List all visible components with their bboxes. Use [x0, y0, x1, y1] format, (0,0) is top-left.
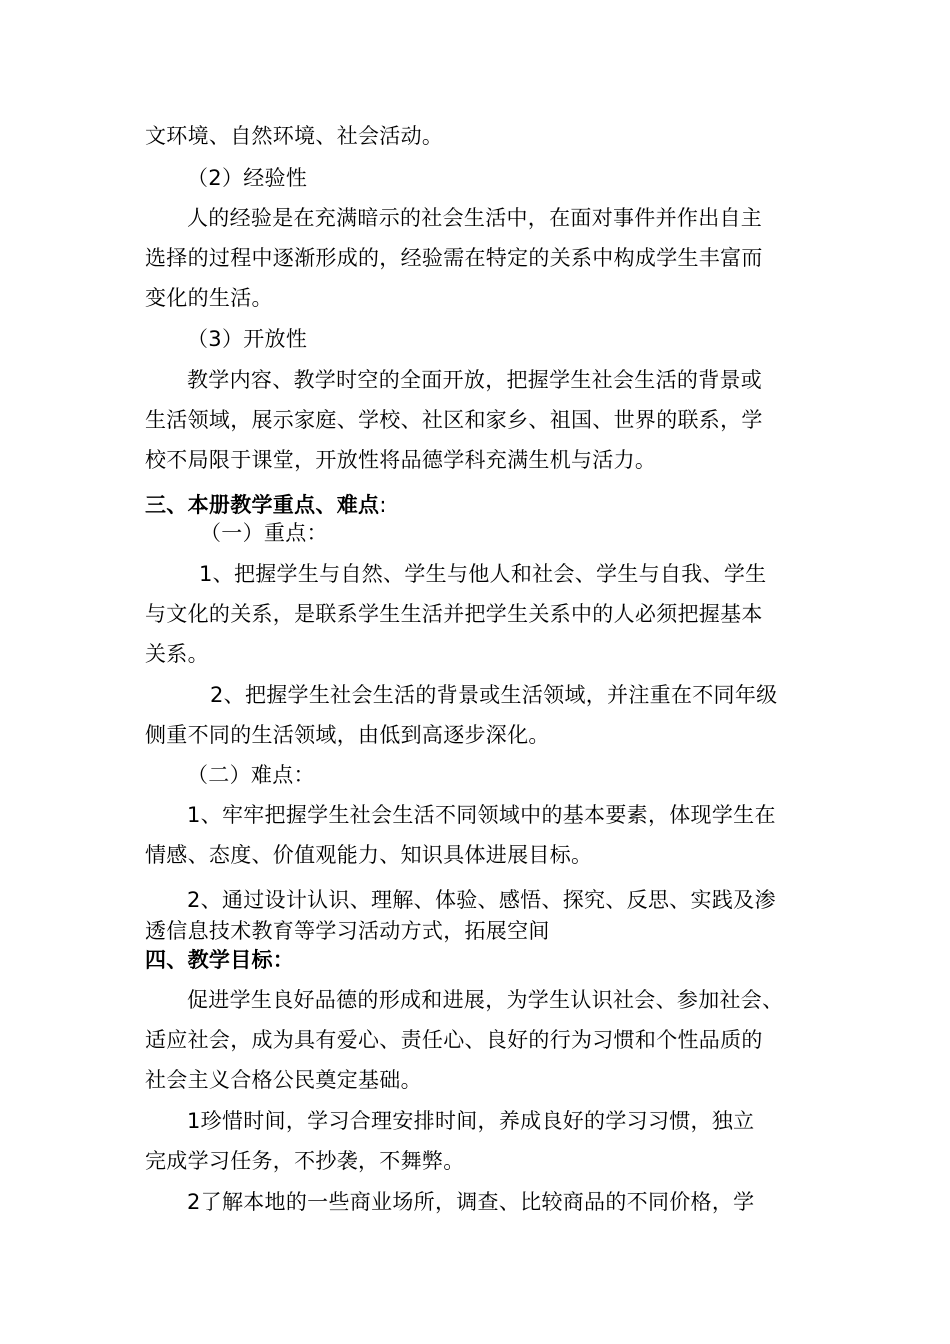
paragraph-line: 变化的生活。 [145, 286, 273, 310]
paragraph-line: 1珍惜时间，学习合理安排时间，养成良好的学习习惯，独立 [187, 1109, 755, 1133]
section-heading-goals: 四、教学目标： [145, 948, 295, 972]
paragraph-line: 透信息技术教育等学习活动方式，拓展空间 [145, 919, 550, 943]
paragraph-line: 教学内容、教学时空的全面开放，把握学生社会生活的背景或 [187, 368, 763, 392]
subheading-key-points: （一）重点： [200, 521, 328, 545]
subheading-difficulties: （二）难点： [187, 763, 315, 787]
section-heading-key-points [145, 491, 387, 519]
paragraph-line: 完成学习任务，不抄袭，不舞弊。 [145, 1149, 465, 1173]
section-heading-colon: : [379, 493, 387, 517]
paragraph-line: 文环境、自然环境、社会活动。 [145, 124, 444, 148]
paragraph-line: 2、把握学生社会生活的背景或生活领域，并注重在不同年级 [210, 683, 778, 707]
paragraph-line: 适应社会，成为具有爱心、责任心、良好的行为习惯和个性品质的 [145, 1028, 763, 1052]
paragraph-line: 生活领域，展示家庭、学校、社区和家乡、祖国、世界的联系，学 [145, 408, 763, 432]
paragraph-line: 2、通过设计认识、理解、体验、感悟、探究、反思、实践及渗 [187, 888, 776, 912]
paragraph-line: 促进学生良好品德的形成和进展，为学生认识社会、参加社会、 [187, 988, 784, 1012]
paragraph-line: 1、牢牢把握学生社会生活不同领域中的基本要素，体现学生在 [187, 803, 776, 827]
paragraph-line: 2了解本地的一些商业场所，调查、比较商品的不同价格，学 [187, 1190, 755, 1214]
paragraph-line: 选择的过程中逐渐形成的，经验需在特定的关系中构成学生丰富而 [145, 246, 763, 270]
paragraph-line: 1、把握学生与自然、学生与他人和社会、学生与自我、学生 [199, 562, 767, 586]
paragraph-line: 社会主义合格公民奠定基础。 [145, 1068, 422, 1092]
paragraph-line: 校不局限于课堂，开放性将品德学科充满生机与活力。 [145, 448, 657, 472]
section-heading-text: 三、本册教学重点、难点 [145, 493, 380, 517]
subheading-experience: （2）经验性 [187, 166, 308, 190]
paragraph-line: 人的经验是在充满暗示的社会生活中，在面对事件并作出自主 [187, 206, 763, 230]
paragraph-line: 关系。 [145, 642, 209, 666]
paragraph-line: 情感、态度、价值观能力、知识具体进展目标。 [145, 843, 593, 867]
paragraph-line: 侧重不同的生活领域，由低到高逐步深化。 [145, 723, 550, 747]
subheading-openness: （3）开放性 [187, 327, 308, 351]
paragraph-line: 与文化的关系，是联系学生生活并把学生关系中的人必须把握基本 [145, 602, 763, 626]
